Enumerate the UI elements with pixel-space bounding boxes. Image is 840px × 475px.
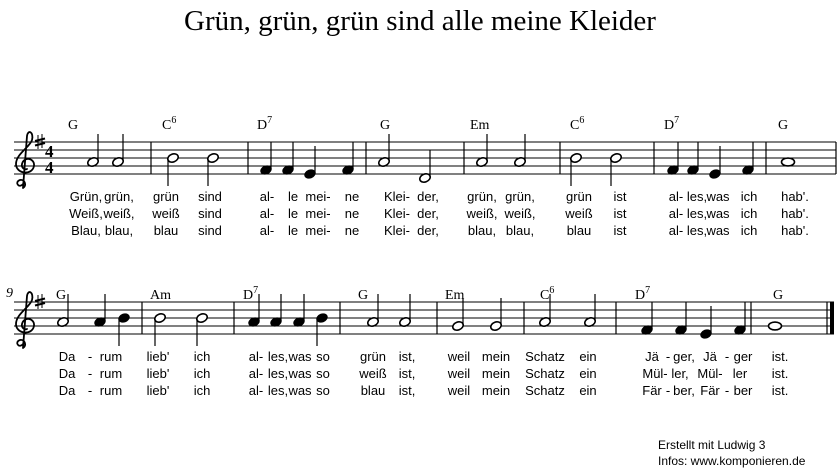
lyric-syllable: grün	[359, 349, 387, 364]
lyric-syllable: sind	[198, 223, 222, 238]
lyric-syllable: grün,	[505, 189, 535, 204]
lyric-syllable: -	[724, 383, 730, 398]
lyric-syllable: was	[706, 189, 730, 204]
chord-extension: 7	[253, 285, 259, 296]
lyric-syllable: weiß,	[504, 206, 536, 221]
sharp-icon	[35, 143, 45, 146]
lyric-syllable: ist,	[398, 366, 416, 381]
lyric-syllable: sind	[198, 189, 222, 204]
lyric-syllable: Klei-	[383, 189, 411, 204]
credit-info-url: Infos: www.komponieren.de	[658, 454, 806, 468]
treble-clef-icon	[16, 292, 34, 348]
lyric-syllable: ein	[579, 366, 597, 381]
lyric-syllable: der,	[417, 189, 439, 204]
lyric-syllable: hab'.	[781, 189, 809, 204]
lyric-syllable: weil	[447, 349, 471, 364]
lyric-syllable: ist	[613, 223, 627, 238]
lyric-syllable: -	[665, 349, 671, 364]
lyric-syllable: hab'.	[781, 223, 809, 238]
lyric-syllable: Schatz	[525, 383, 565, 398]
chord-symbol: $D^7$	[635, 285, 651, 303]
lyric-syllable: ist	[613, 206, 627, 221]
chord-extension: 6	[579, 115, 585, 126]
chord-symbol: $D^7$	[664, 115, 680, 133]
chord-extension: 6	[171, 115, 177, 126]
lyric-syllable: -	[87, 366, 93, 381]
chord-extension: 7	[645, 285, 651, 296]
score-text	[6, 115, 809, 398]
chord-symbol: G	[56, 288, 67, 303]
lyric-syllable: Klei-	[383, 206, 411, 221]
lyric-syllable: mein	[481, 383, 511, 398]
lyric-syllable: ich	[740, 223, 758, 238]
lyric-syllable: so	[316, 349, 330, 364]
treble-clef-icon	[16, 132, 34, 188]
chord-symbol: $C^6$	[570, 115, 585, 133]
time-signature-numerator: 4	[45, 142, 54, 161]
chord-symbol: $D^7$	[257, 115, 273, 133]
lyric-syllable: rum	[99, 366, 123, 381]
chord-symbol: G	[358, 288, 369, 303]
lyric-syllable: al-	[668, 206, 684, 221]
lyric-syllable: rum	[99, 383, 123, 398]
lyric-syllable: ist.	[771, 366, 789, 381]
lyric-syllable: Da	[58, 383, 76, 398]
lyric-syllable: al-	[668, 223, 684, 238]
lyric-syllable: Jä	[645, 349, 659, 364]
lyric-syllable: ein	[579, 383, 597, 398]
lyric-syllable: sind	[198, 206, 222, 221]
lyric-syllable: was	[288, 383, 312, 398]
staff-system-1	[14, 132, 836, 188]
lyric-syllable: blau	[360, 383, 386, 398]
lyric-syllable: ist,	[398, 349, 416, 364]
lyric-syllable: Grün,	[69, 189, 103, 204]
lyric-syllable: weiß	[359, 366, 387, 381]
lyric-syllable: al-	[259, 223, 275, 238]
final-barline-thick	[830, 302, 834, 334]
lyric-syllable: Mül-	[642, 366, 668, 381]
staff-system-2	[14, 292, 834, 348]
lyric-syllable: weil	[447, 383, 471, 398]
lyric-syllable: ne	[344, 189, 360, 204]
chord-symbol: $C^6$	[162, 115, 177, 133]
lyric-syllable: grün,	[467, 189, 497, 204]
lyric-syllable: ist.	[771, 349, 789, 364]
lyric-syllable: weiß,	[466, 206, 498, 221]
lyric-syllable: les,	[267, 383, 289, 398]
lyric-syllable: blau	[153, 223, 179, 238]
lyric-syllable: ist.	[771, 383, 789, 398]
chord-symbol: Am	[150, 288, 171, 303]
lyric-syllable: ber	[733, 383, 753, 398]
lyric-syllable: le	[287, 189, 299, 204]
lyric-syllable: al-	[248, 349, 264, 364]
lyric-syllable: ich	[193, 349, 211, 364]
lyric-syllable: was	[288, 366, 312, 381]
lyric-syllable: le	[287, 206, 299, 221]
time-signature-denominator: 4	[45, 158, 54, 177]
lyric-syllable: lieb'	[146, 366, 170, 381]
chord-symbol: $C^6$	[540, 285, 555, 303]
sharp-icon	[35, 299, 45, 302]
lyric-syllable: al-	[259, 189, 275, 204]
lyric-syllable: blau,	[467, 223, 497, 238]
lyric-syllable: ger	[733, 349, 753, 364]
lyric-syllable: blau	[566, 223, 592, 238]
lyric-syllable: al-	[248, 383, 264, 398]
lyric-syllable: grün	[565, 189, 593, 204]
chord-symbol: G	[380, 118, 391, 133]
chord-extension: 7	[267, 115, 273, 126]
chord-symbol: G	[68, 118, 79, 133]
lyric-syllable: was	[706, 223, 730, 238]
chord-extension: 6	[549, 285, 555, 296]
lyric-syllable: al-	[259, 206, 275, 221]
measure-number: 9	[6, 286, 13, 301]
lyric-syllable: hab'.	[781, 206, 809, 221]
lyric-syllable: ich	[740, 189, 758, 204]
lyric-syllable: ger,	[673, 349, 695, 364]
lyric-syllable: al-	[668, 189, 684, 204]
sharp-icon	[35, 303, 45, 306]
lyric-syllable: Fär	[700, 383, 720, 398]
lyric-syllable: Fär	[642, 383, 662, 398]
chord-symbol: $D^7$	[243, 285, 259, 303]
whole-note	[769, 322, 782, 330]
chord-symbol: G	[778, 118, 789, 133]
lyric-syllable: lieb'	[146, 349, 170, 364]
whole-note	[782, 158, 795, 166]
lyric-syllable: -	[724, 349, 730, 364]
lyric-syllable: rum	[99, 349, 123, 364]
lyric-syllable: Da	[58, 349, 76, 364]
lyric-syllable: ich	[740, 206, 758, 221]
lyric-syllable: Schatz	[525, 366, 565, 381]
lyric-syllable: ist,	[398, 383, 416, 398]
lyric-syllable: Mül-	[697, 366, 723, 381]
lyric-syllable: weiß,	[103, 206, 135, 221]
lyric-syllable: ne	[344, 223, 360, 238]
lyric-syllable: ler	[732, 366, 748, 381]
lyric-syllable: der,	[417, 223, 439, 238]
lyric-syllable: blau,	[104, 223, 134, 238]
lyric-syllable: grün	[152, 189, 180, 204]
lyric-syllable: Blau,	[71, 223, 101, 238]
lyric-syllable: ist	[613, 189, 627, 204]
lyric-syllable: blau,	[505, 223, 535, 238]
credit-created-with: Erstellt mit Ludwig 3	[658, 438, 766, 452]
lyric-syllable: Klei-	[383, 223, 411, 238]
lyric-syllable: les,	[686, 223, 708, 238]
lyric-syllable: lieb'	[146, 383, 170, 398]
lyric-syllable: was	[706, 206, 730, 221]
lyric-syllable: ler,	[671, 366, 689, 381]
lyric-syllable: mein	[481, 349, 511, 364]
lyric-syllable: mei-	[305, 206, 331, 221]
song-title: Grün, grün, grün sind alle meine Kleider	[184, 5, 656, 37]
lyric-syllable: weil	[447, 366, 471, 381]
chord-extension: 7	[674, 115, 680, 126]
lyric-syllable: ich	[193, 383, 211, 398]
chord-symbol: Em	[445, 288, 465, 303]
lyric-syllable: was	[288, 349, 312, 364]
lyric-syllable: Da	[58, 366, 76, 381]
lyric-syllable: so	[316, 366, 330, 381]
lyric-syllable: ne	[344, 206, 360, 221]
lyric-syllable: mei-	[305, 189, 331, 204]
lyric-syllable: les,	[267, 349, 289, 364]
lyric-syllable: al-	[248, 366, 264, 381]
lyric-syllable: Weiß,	[69, 206, 103, 221]
lyric-syllable: -	[87, 383, 93, 398]
lyric-syllable: les,	[686, 206, 708, 221]
lyric-syllable: weiß	[152, 206, 180, 221]
lyric-syllable: mei-	[305, 223, 331, 238]
chord-symbol: Em	[470, 118, 490, 133]
lyric-syllable: weiß	[565, 206, 593, 221]
lyric-syllable: ein	[579, 349, 597, 364]
lyric-syllable: les,	[267, 366, 289, 381]
lyric-syllable: ber,	[673, 383, 695, 398]
lyric-syllable: le	[287, 223, 299, 238]
lyric-syllable: Schatz	[525, 349, 565, 364]
lyric-syllable: Jä	[703, 349, 717, 364]
lyric-syllable: ich	[193, 366, 211, 381]
lyric-syllable: -	[87, 349, 93, 364]
chord-symbol: G	[773, 288, 784, 303]
lyric-syllable: mein	[481, 366, 511, 381]
lyric-syllable: les,	[686, 189, 708, 204]
sharp-icon	[35, 139, 45, 142]
lyric-syllable: der,	[417, 206, 439, 221]
lyric-syllable: grün,	[104, 189, 134, 204]
lyric-syllable: -	[665, 383, 671, 398]
lyric-syllable: so	[316, 383, 330, 398]
